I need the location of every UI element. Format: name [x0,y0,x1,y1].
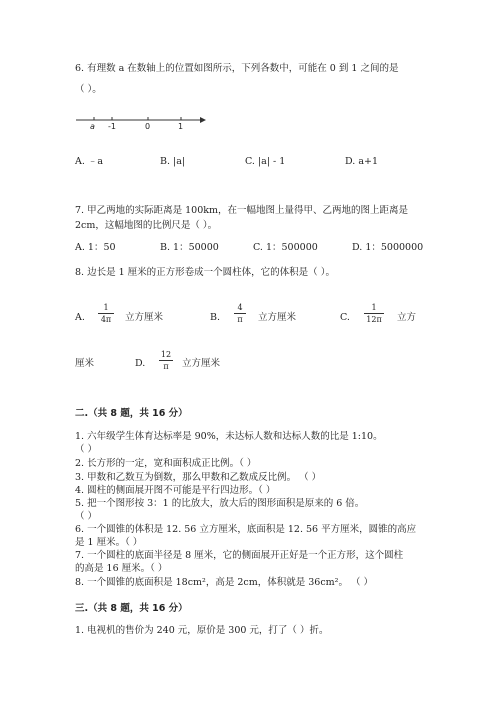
q8-option-b-label: B. [210,312,221,323]
numberline-one-label: 1 [178,122,184,131]
s2-item-6: 6. 一个圆锥的体积是 12. 56 立方厘米，底面积是 12. 56 平方厘米，圆锥的高应 [75,524,417,535]
q8-option-a-unit: 立方厘米 [125,312,164,323]
q7-option-b: B. 1：50000 [160,242,219,253]
fraction-denominator: 12π [366,315,382,324]
q6-option-c: C. |a| - 1 [245,156,286,167]
s2-item-6-cont: 是 1 厘米。（ ） [75,537,143,548]
q6-line1: 6. 有理数 a 在数轴上的位置如图所示，下列各数中，可能在 0 到 1 之间的是 [75,63,399,74]
s2-item-1-answer: （ ） [75,444,98,455]
q6-line2: （ ）。 [75,84,102,95]
s3-item-1: 1. 电视机的售价为 240 元，原价是 300 元，打了（ ）折。 [75,625,329,636]
q8-continuation: 厘米 [75,358,95,369]
s2-item-2: 2. 长方形的一定，宽和面积成正比例。（ ） [75,458,257,469]
q7-line2: 2cm，这幅地图的比例尺是（ ）。 [75,220,218,231]
s2-item-7-cont: 的高是 16 厘米。（ ） [75,563,168,574]
q6-option-a: A. ﹣a [75,156,104,167]
q7-line1: 7. 甲乙两地的实际距离是 100km，在一幅地图上量得甲、乙两地的图上距离是 [75,205,409,216]
q8-option-b-unit: 立方厘米 [258,312,297,323]
q7-option-c: C. 1：500000 [253,242,318,253]
s2-item-4: 4. 圆柱的侧面展开图不可能是平行四边形。（ ） [75,485,276,496]
fraction-denominator: π [163,362,169,371]
q8-option-d-unit: 立方厘米 [182,358,221,369]
q8-option-d-fraction [159,350,173,371]
q7-option-d: D. 1：5000000 [352,242,424,253]
numberline-m1-label: -1 [108,122,116,131]
q8-option-a-fraction [98,303,114,324]
q6-option-d: D. a+1 [345,156,378,167]
q6-option-b: B. |a| [160,156,186,167]
q8-option-c-unit: 立方 [397,312,417,323]
s2-item-5-answer: （ ） [75,511,98,522]
q8-option-b-fraction [234,303,246,324]
numberline-zero-label: 0 [145,122,151,131]
s2-item-8: 8. 一个圆锥的底面积是 18cm²，高是 2cm，体积就是 36cm²。 （ ） [75,577,374,588]
s2-item-1: 1. 六年级学生体育达标率是 90%，未达标人数和达标人数的比是 1:10。 [75,431,383,442]
q8-line1: 8. 边长是 1 厘米的正方形卷成一个圆柱体，它的体积是（ ）。 [75,267,335,278]
fraction-denominator: π [237,315,243,324]
q8-option-a-label: A. [75,312,85,323]
s2-item-7: 7. 一个圆柱的底面半径是 8 厘米，它的侧面展开正好是一个正方形，这个圆柱 [75,550,404,561]
s2-item-5: 5. 把一个图形按 3：1 的比放大，放大后的图形面积是原来的 6 倍。 [75,498,365,509]
section3-title: 三.（共 8 题，共 16 分） [75,603,188,614]
fraction-numerator: 1 [371,303,377,312]
fraction-numerator: 4 [237,303,243,312]
fraction-numerator: 12 [160,350,172,359]
q8-option-c-fraction [364,303,384,324]
fraction-numerator: 1 [103,303,109,312]
s2-item-3: 3. 甲数和乙数互为倒数，那么甲数和乙数成反比例。 （ ） [75,472,322,483]
q8-option-d-label: D. [135,358,146,369]
fraction-denominator: 4π [100,315,112,324]
numberline-a-label: a [90,122,95,131]
q8-option-c-label: C. [340,312,350,323]
section2-title: 二.（共 8 题，共 16 分） [75,408,188,419]
q7-option-a: A. 1：50 [75,242,116,253]
